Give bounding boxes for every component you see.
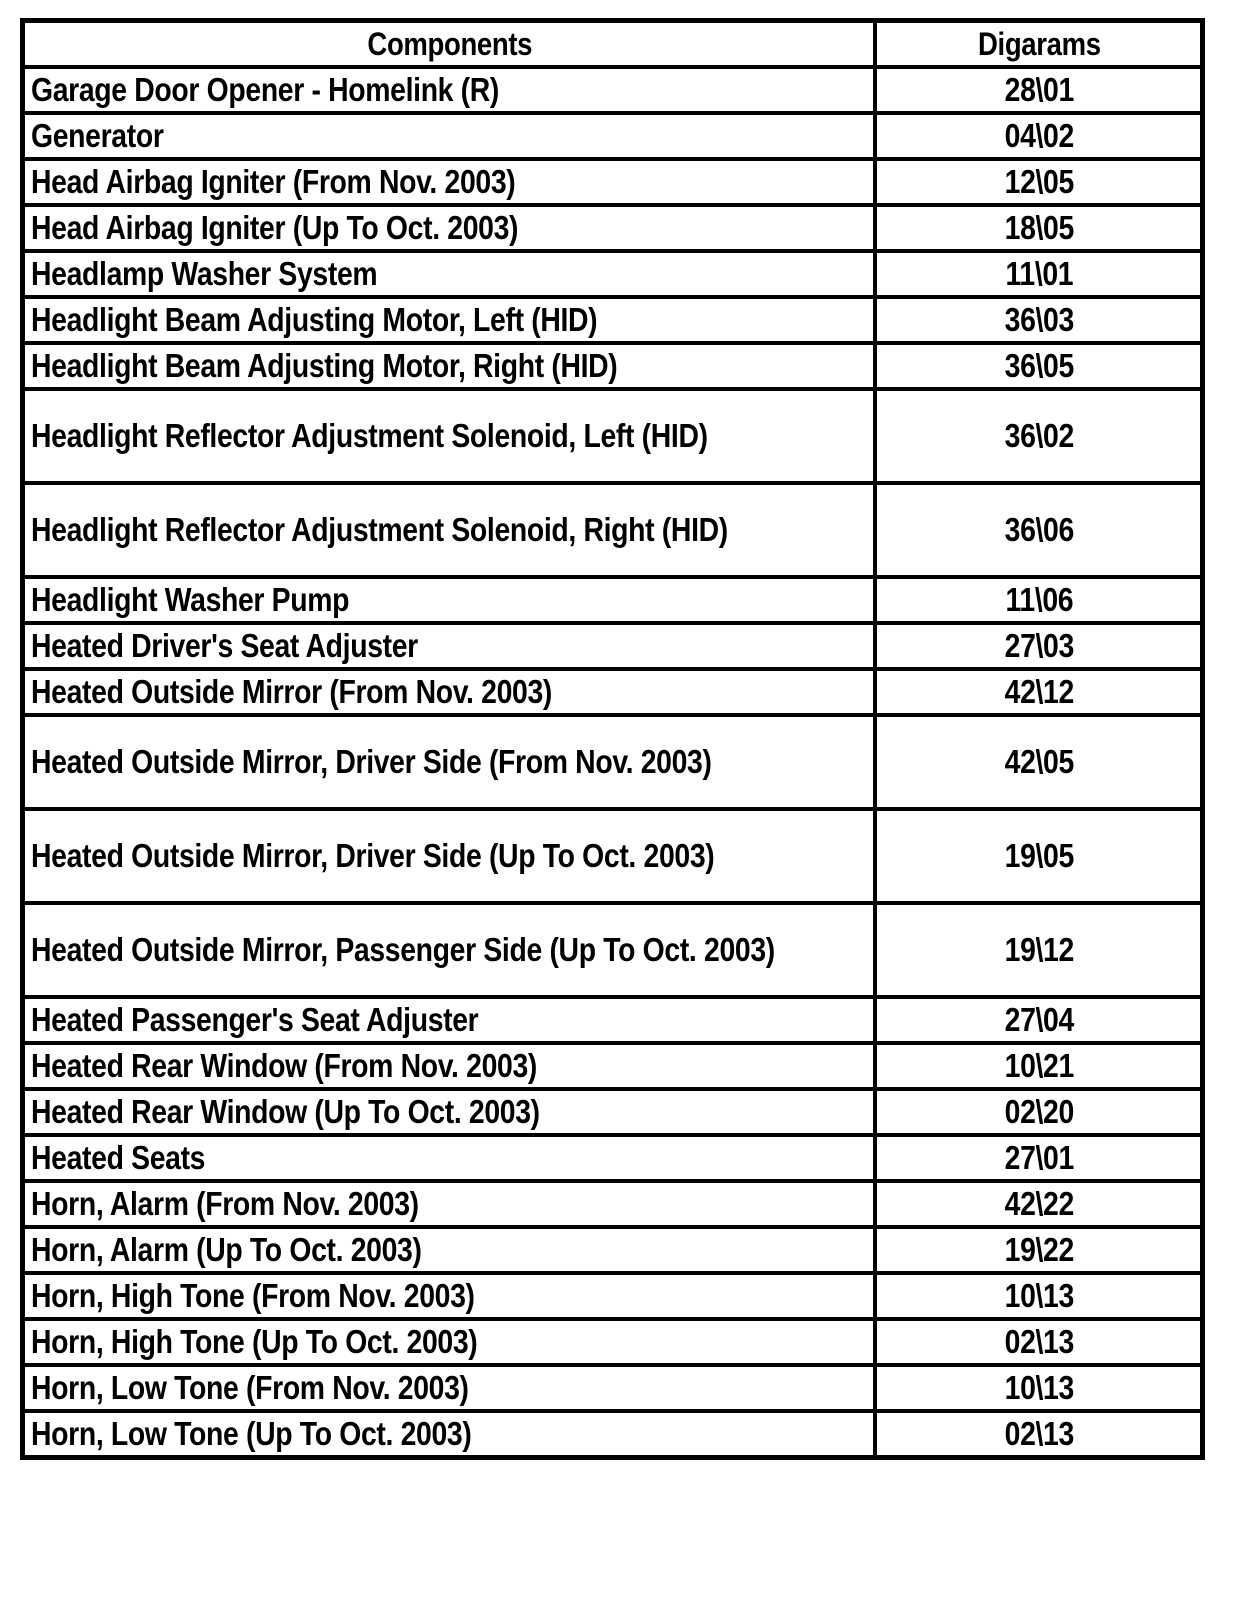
diagram-cell: 36\02 [875,389,1203,483]
component-cell: Heated Driver's Seat Adjuster [23,623,875,669]
component-cell: Horn, High Tone (Up To Oct. 2003) [23,1319,875,1365]
diagram-cell: 27\04 [875,997,1203,1043]
table-row [23,809,1203,903]
table-row [23,159,1203,205]
table-row [23,715,1203,809]
component-cell: Headlight Beam Adjusting Motor, Left (HID) [23,297,875,343]
diagram-cell: 42\05 [875,715,1203,809]
component-cell: Headlight Beam Adjusting Motor, Right (HID) [23,343,875,389]
component-cell: Horn, High Tone (From Nov. 2003) [23,1273,875,1319]
diagram-cell: 10\13 [875,1273,1203,1319]
component-cell: Horn, Low Tone (Up To Oct. 2003) [23,1411,875,1458]
table-row [23,1365,1203,1411]
component-cell: Heated Outside Mirror, Driver Side (From Nov. 2003) [23,715,875,809]
component-cell: Heated Seats [23,1135,875,1181]
component-cell: Head Airbag Igniter (From Nov. 2003) [23,159,875,205]
components-header: Components [23,21,875,68]
diagram-cell: 27\01 [875,1135,1203,1181]
table-row [23,669,1203,715]
component-cell: Heated Rear Window (Up To Oct. 2003) [23,1089,875,1135]
diagram-cell: 12\05 [875,159,1203,205]
diagram-cell: 11\01 [875,251,1203,297]
diagram-cell: 02\13 [875,1319,1203,1365]
table-row [23,1319,1203,1365]
diagram-cell: 42\22 [875,1181,1203,1227]
component-cell: Heated Rear Window (From Nov. 2003) [23,1043,875,1089]
diagram-cell: 36\05 [875,343,1203,389]
component-cell: Head Airbag Igniter (Up To Oct. 2003) [23,205,875,251]
diagram-cell: 36\06 [875,483,1203,577]
table-row [23,1181,1203,1227]
component-cell: Headlight Washer Pump [23,577,875,623]
diagram-cell: 19\12 [875,903,1203,997]
components-table [20,18,1205,1460]
table-row [23,997,1203,1043]
diagram-cell: 28\01 [875,67,1203,113]
diagram-cell: 02\20 [875,1089,1203,1135]
component-cell: Heated Outside Mirror (From Nov. 2003) [23,669,875,715]
component-cell: Horn, Alarm (From Nov. 2003) [23,1181,875,1227]
diagram-cell: 10\13 [875,1365,1203,1411]
table-row [23,251,1203,297]
table-row [23,343,1203,389]
diagram-cell: 04\02 [875,113,1203,159]
diagram-cell: 18\05 [875,205,1203,251]
table-row [23,1411,1203,1458]
table-row [23,1043,1203,1089]
diagram-cell: 36\03 [875,297,1203,343]
component-cell: Horn, Alarm (Up To Oct. 2003) [23,1227,875,1273]
table-row [23,113,1203,159]
diagram-cell: 19\05 [875,809,1203,903]
table-row [23,1089,1203,1135]
table-row [23,389,1203,483]
diagram-cell: 27\03 [875,623,1203,669]
table-row [23,67,1203,113]
table-row [23,205,1203,251]
header-row [23,21,1203,68]
component-cell: Heated Outside Mirror, Passenger Side (Up To Oct. 2003) [23,903,875,997]
component-cell: Headlamp Washer System [23,251,875,297]
diagram-cell: 42\12 [875,669,1203,715]
table-row [23,623,1203,669]
table-row [23,1273,1203,1319]
table-row [23,297,1203,343]
component-cell: Headlight Reflector Adjustment Solenoid, Left (HID) [23,389,875,483]
diagram-cell: 11\06 [875,577,1203,623]
table-row [23,1227,1203,1273]
table-row [23,483,1203,577]
table-row [23,1135,1203,1181]
diagrams-header: Digarams [875,21,1203,68]
component-cell: Heated Outside Mirror, Driver Side (Up To Oct. 2003) [23,809,875,903]
table-row [23,577,1203,623]
table-row [23,903,1203,997]
component-cell: Headlight Reflector Adjustment Solenoid, Right (HID) [23,483,875,577]
diagram-cell: 02\13 [875,1411,1203,1458]
component-cell: Heated Passenger's Seat Adjuster [23,997,875,1043]
diagram-cell: 19\22 [875,1227,1203,1273]
diagram-cell: 10\21 [875,1043,1203,1089]
component-cell: Garage Door Opener - Homelink (R) [23,67,875,113]
component-cell: Generator [23,113,875,159]
component-cell: Horn, Low Tone (From Nov. 2003) [23,1365,875,1411]
